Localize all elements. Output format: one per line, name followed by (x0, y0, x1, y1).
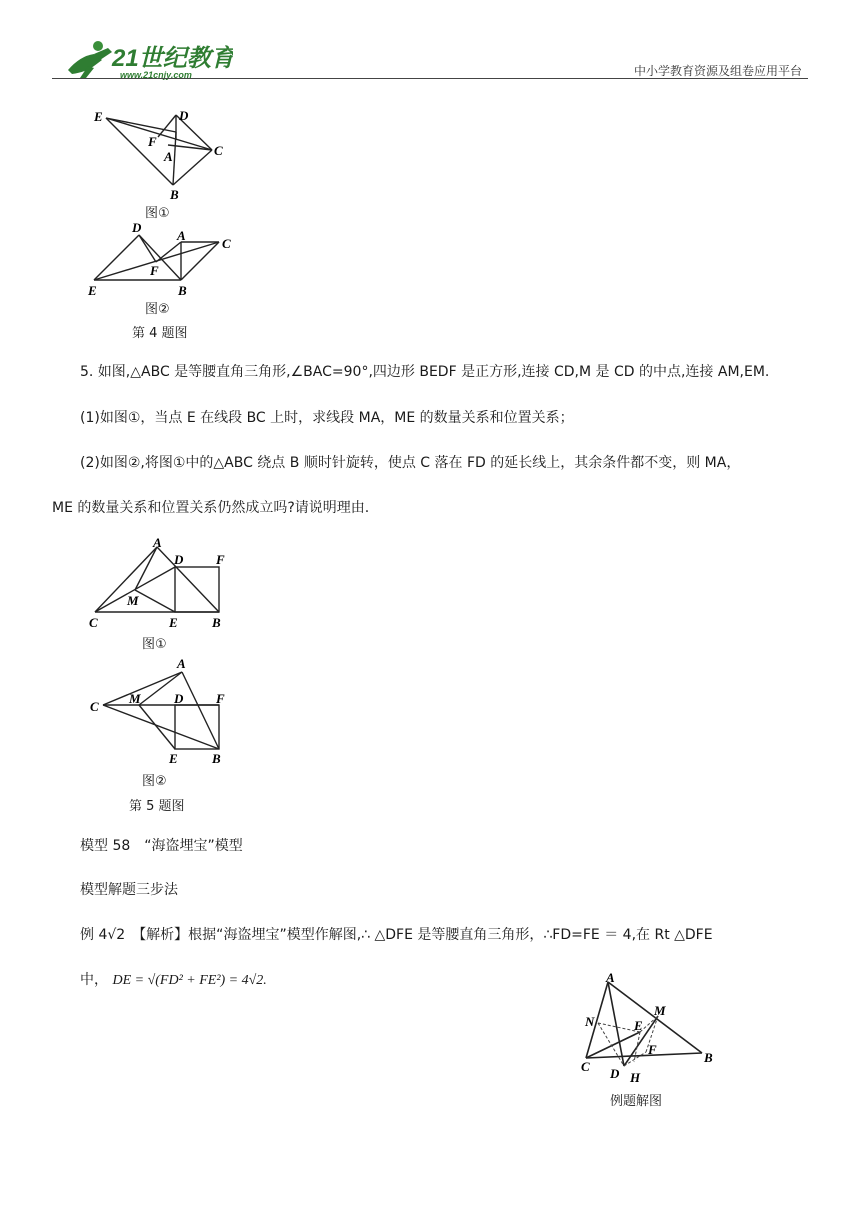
site-logo (58, 36, 233, 82)
example-solution-line1: 例 4√2 【解析】根据“海盗埋宝”模型作解图,∴ △DFE 是等腰直角三角形，∴FD=FE ＝ 4,在 Rt △DFE (80, 927, 713, 943)
q5-part2-line1: (2)如图②,将图①中的△ABC 绕点 B 顺时针旋转，使点 C 落在 FD 的延长线上，其余条件都不变，则 MA， (80, 455, 741, 471)
point-label: C (222, 236, 231, 251)
q5-part1: (1)如图①，当点 E 在线段 BC 上时，求线段 MA，ME 的数量关系和位置关系； (80, 410, 574, 426)
point-label: D (174, 552, 184, 567)
point-label: B (704, 1050, 713, 1065)
point-label: D (132, 220, 142, 235)
q5-figure-2 (85, 652, 235, 767)
point-label: F (216, 552, 225, 567)
point-label: F (150, 263, 159, 278)
point-label: D (610, 1066, 620, 1081)
point-label: E (94, 109, 103, 124)
logo-sub-text: www.21cnjy.com (120, 70, 192, 80)
point-label: E (169, 751, 178, 766)
point-label: F (148, 134, 157, 149)
distance-formula: DE = √(FD² + FE²) = 4√2. (112, 973, 267, 988)
point-label: A (177, 656, 186, 671)
model-subheading: 模型解题三步法 (80, 882, 178, 898)
q5-fig2-caption: 图② (142, 774, 167, 789)
point-label: C (214, 143, 223, 158)
point-label: N (585, 1014, 595, 1029)
header-divider (52, 78, 808, 79)
point-label: E (634, 1018, 643, 1033)
point-label: H (630, 1070, 641, 1085)
q5-figure-title: 第 5 题图 (129, 799, 185, 814)
point-label: F (216, 691, 225, 706)
point-label: A (606, 970, 615, 985)
example-line2-prefix: 中， (80, 972, 108, 988)
point-label: D (179, 108, 189, 123)
point-label: M (127, 593, 139, 608)
q4-fig1-caption: 图① (145, 206, 170, 221)
point-label: D (174, 691, 184, 706)
q4-fig2-caption: 图② (145, 302, 170, 317)
point-label: M (129, 691, 141, 706)
model-heading: 模型 58 “海盗埋宝”模型 (80, 838, 243, 854)
point-label: B (178, 283, 187, 298)
example-figure (578, 968, 728, 1088)
point-label: C (581, 1059, 590, 1074)
q5-fig1-caption: 图① (142, 637, 167, 652)
point-label: E (88, 283, 97, 298)
q5-stem: 5. 如图,△ABC 是等腰直角三角形,∠BAC=90°,四边形 BEDF 是正方形,连接 CD,M 是 CD 的中点,连接 AM,EM. (80, 364, 770, 380)
point-label: E (169, 615, 178, 630)
point-label: F (648, 1042, 657, 1057)
point-label: A (177, 228, 186, 243)
q4-figure-1 (88, 105, 228, 203)
point-label: B (212, 615, 221, 630)
point-label: M (654, 1003, 666, 1018)
point-label: B (170, 187, 179, 202)
point-label: B (212, 751, 221, 766)
point-label: C (90, 699, 99, 714)
point-label: A (164, 149, 173, 164)
point-label: A (153, 535, 162, 550)
point-label: C (89, 615, 98, 630)
header-platform-text: 中小学教育资源及组卷应用平台 (633, 64, 802, 78)
logo-main-text: 21世纪教育 (112, 45, 233, 72)
q4-figure-title: 第 4 题图 (132, 326, 188, 341)
example-solution-line2 (80, 970, 267, 991)
q5-part2-line2: ME 的数量关系和位置关系仍然成立吗?请说明理由. (52, 500, 370, 516)
q4-figure-2 (84, 220, 244, 300)
example-figure-caption: 例题解图 (610, 1094, 663, 1109)
runner-logo-icon (58, 36, 233, 82)
q5-figure-1 (85, 535, 235, 630)
